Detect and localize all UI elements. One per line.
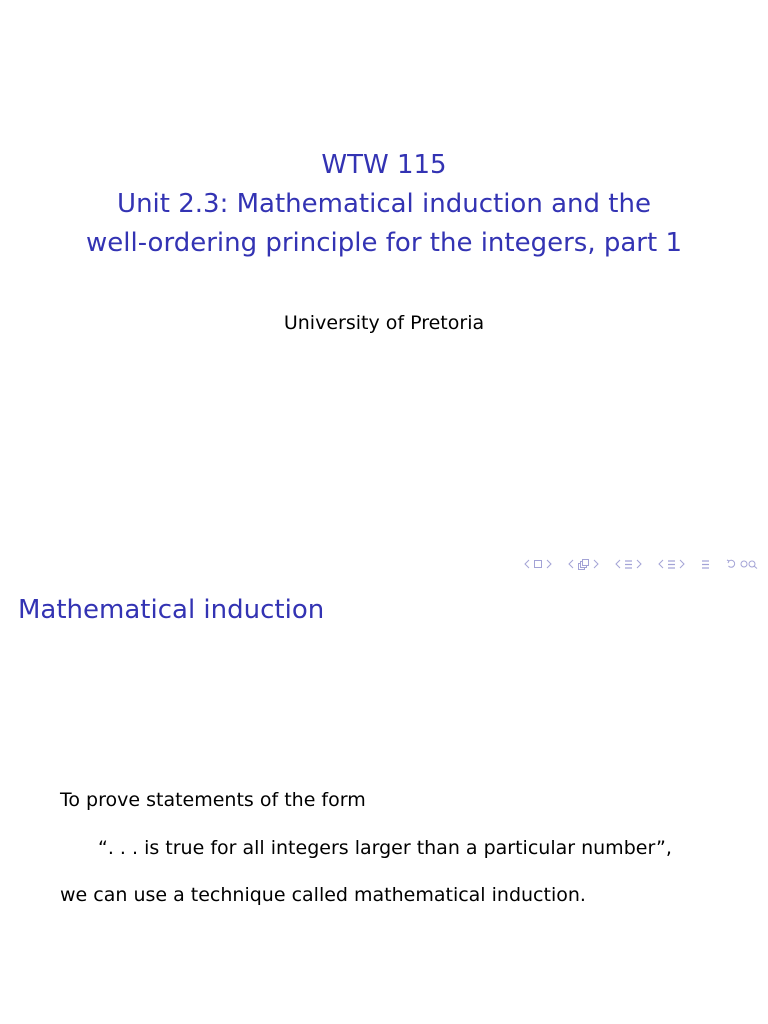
frame-title: Mathematical induction — [18, 595, 325, 625]
conclusion-text: we can use a technique called mathematical induction. — [60, 884, 586, 906]
content-slide — [0, 576, 768, 1024]
subsection-icon[interactable] — [577, 559, 590, 570]
section-icon[interactable] — [624, 559, 633, 570]
presentation-title — [0, 146, 768, 263]
quoted-statement: “. . . is true for all integers larger than a particular number”, — [98, 837, 672, 859]
undo-icon[interactable] — [726, 559, 737, 569]
outline-icon[interactable] — [701, 559, 710, 570]
unit-title-line-1: Unit 2.3: Mathematical induction and the — [117, 189, 651, 219]
prev-arrow-icon[interactable] — [658, 559, 664, 569]
intro-text: To prove statements of the form — [60, 789, 366, 811]
next-arrow-icon[interactable] — [593, 559, 599, 569]
beamer-navigation-bar — [524, 557, 758, 571]
next-arrow-icon[interactable] — [679, 559, 685, 569]
search-icon[interactable] — [740, 559, 758, 569]
institution: University of Pretoria — [283, 312, 485, 334]
prev-arrow-icon[interactable] — [568, 559, 574, 569]
prev-arrow-icon[interactable] — [524, 559, 530, 569]
unit-title-line-2: well-ordering principle for the integers, part 1 — [85, 228, 682, 258]
next-arrow-icon[interactable] — [546, 559, 552, 569]
section-icon[interactable] — [667, 559, 676, 570]
prev-arrow-icon[interactable] — [615, 559, 621, 569]
frame-icon[interactable] — [533, 559, 543, 569]
course-code: WTW 115 — [321, 150, 447, 180]
next-arrow-icon[interactable] — [636, 559, 642, 569]
